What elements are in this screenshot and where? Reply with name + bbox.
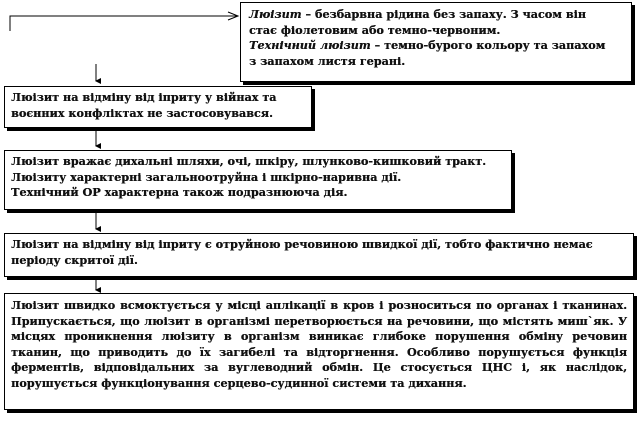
- term-lewisite: Люізит: [249, 7, 302, 21]
- lewisite-properties-box: [240, 2, 632, 82]
- usage-line-1: Люізит на відміну від іприту у війнах та: [11, 90, 277, 104]
- properties-line-4: [249, 54, 623, 70]
- usage-line-2: воєнних конфліктах не застосовувався.: [11, 105, 273, 120]
- mechanism-box: [4, 293, 634, 410]
- effects-line-1: Люізит вражає дихальні шляхи, очі, шкіру, шлунково-кишковий тракт.: [11, 154, 487, 168]
- usage-history-box: [4, 86, 312, 128]
- speed-line-2: періоду скритої дії.: [11, 252, 138, 267]
- properties-text-4: з запахом листя герані.: [249, 53, 406, 68]
- mechanism-text: Люізит швидко всмоктується у місці аплікації в кров і розноситься по органах і тканинах. Припускається, що люізит в організмі перетворюється на речовини, що містять миш`як. У місцях проникнення люізиту в організм виникає глибоке порушення обміну речовин тканин, що приводить до їх загибелі та відторгнення. Особливо порушується функція ферментів, відповідальних за вуглеводний обмін. Це стосується ЦНС і, як наслідок, порушується функціонування серцево-судинної системи та дихання.: [11, 298, 627, 390]
- damage-effects-box: [4, 150, 512, 210]
- properties-line-3: [249, 38, 623, 54]
- action-speed-box: [4, 233, 634, 277]
- properties-line-1: [249, 7, 623, 23]
- properties-text-1: – безбарвна рідина без запаху. З часом він: [301, 7, 586, 21]
- speed-line-1: Люізит на відміну від іприту є отруйною речовиною швидкої дії, тобто фактично немає: [11, 237, 593, 251]
- effects-line-2: Люізиту характерні загальноотруйна і шкірно-наривна дії.: [11, 169, 402, 184]
- term-technical-lewisite: Технічний люізит: [249, 38, 371, 52]
- properties-text-3: – темно-бурого кольору та запахом: [370, 38, 606, 52]
- connector-top-to-box1: [10, 16, 238, 31]
- properties-line-2: [249, 23, 623, 39]
- properties-text-2: стає фіолетовим або темно-червоним.: [249, 22, 501, 37]
- effects-line-3: Технічний ОР характерна також подразнююча дія.: [11, 185, 348, 199]
